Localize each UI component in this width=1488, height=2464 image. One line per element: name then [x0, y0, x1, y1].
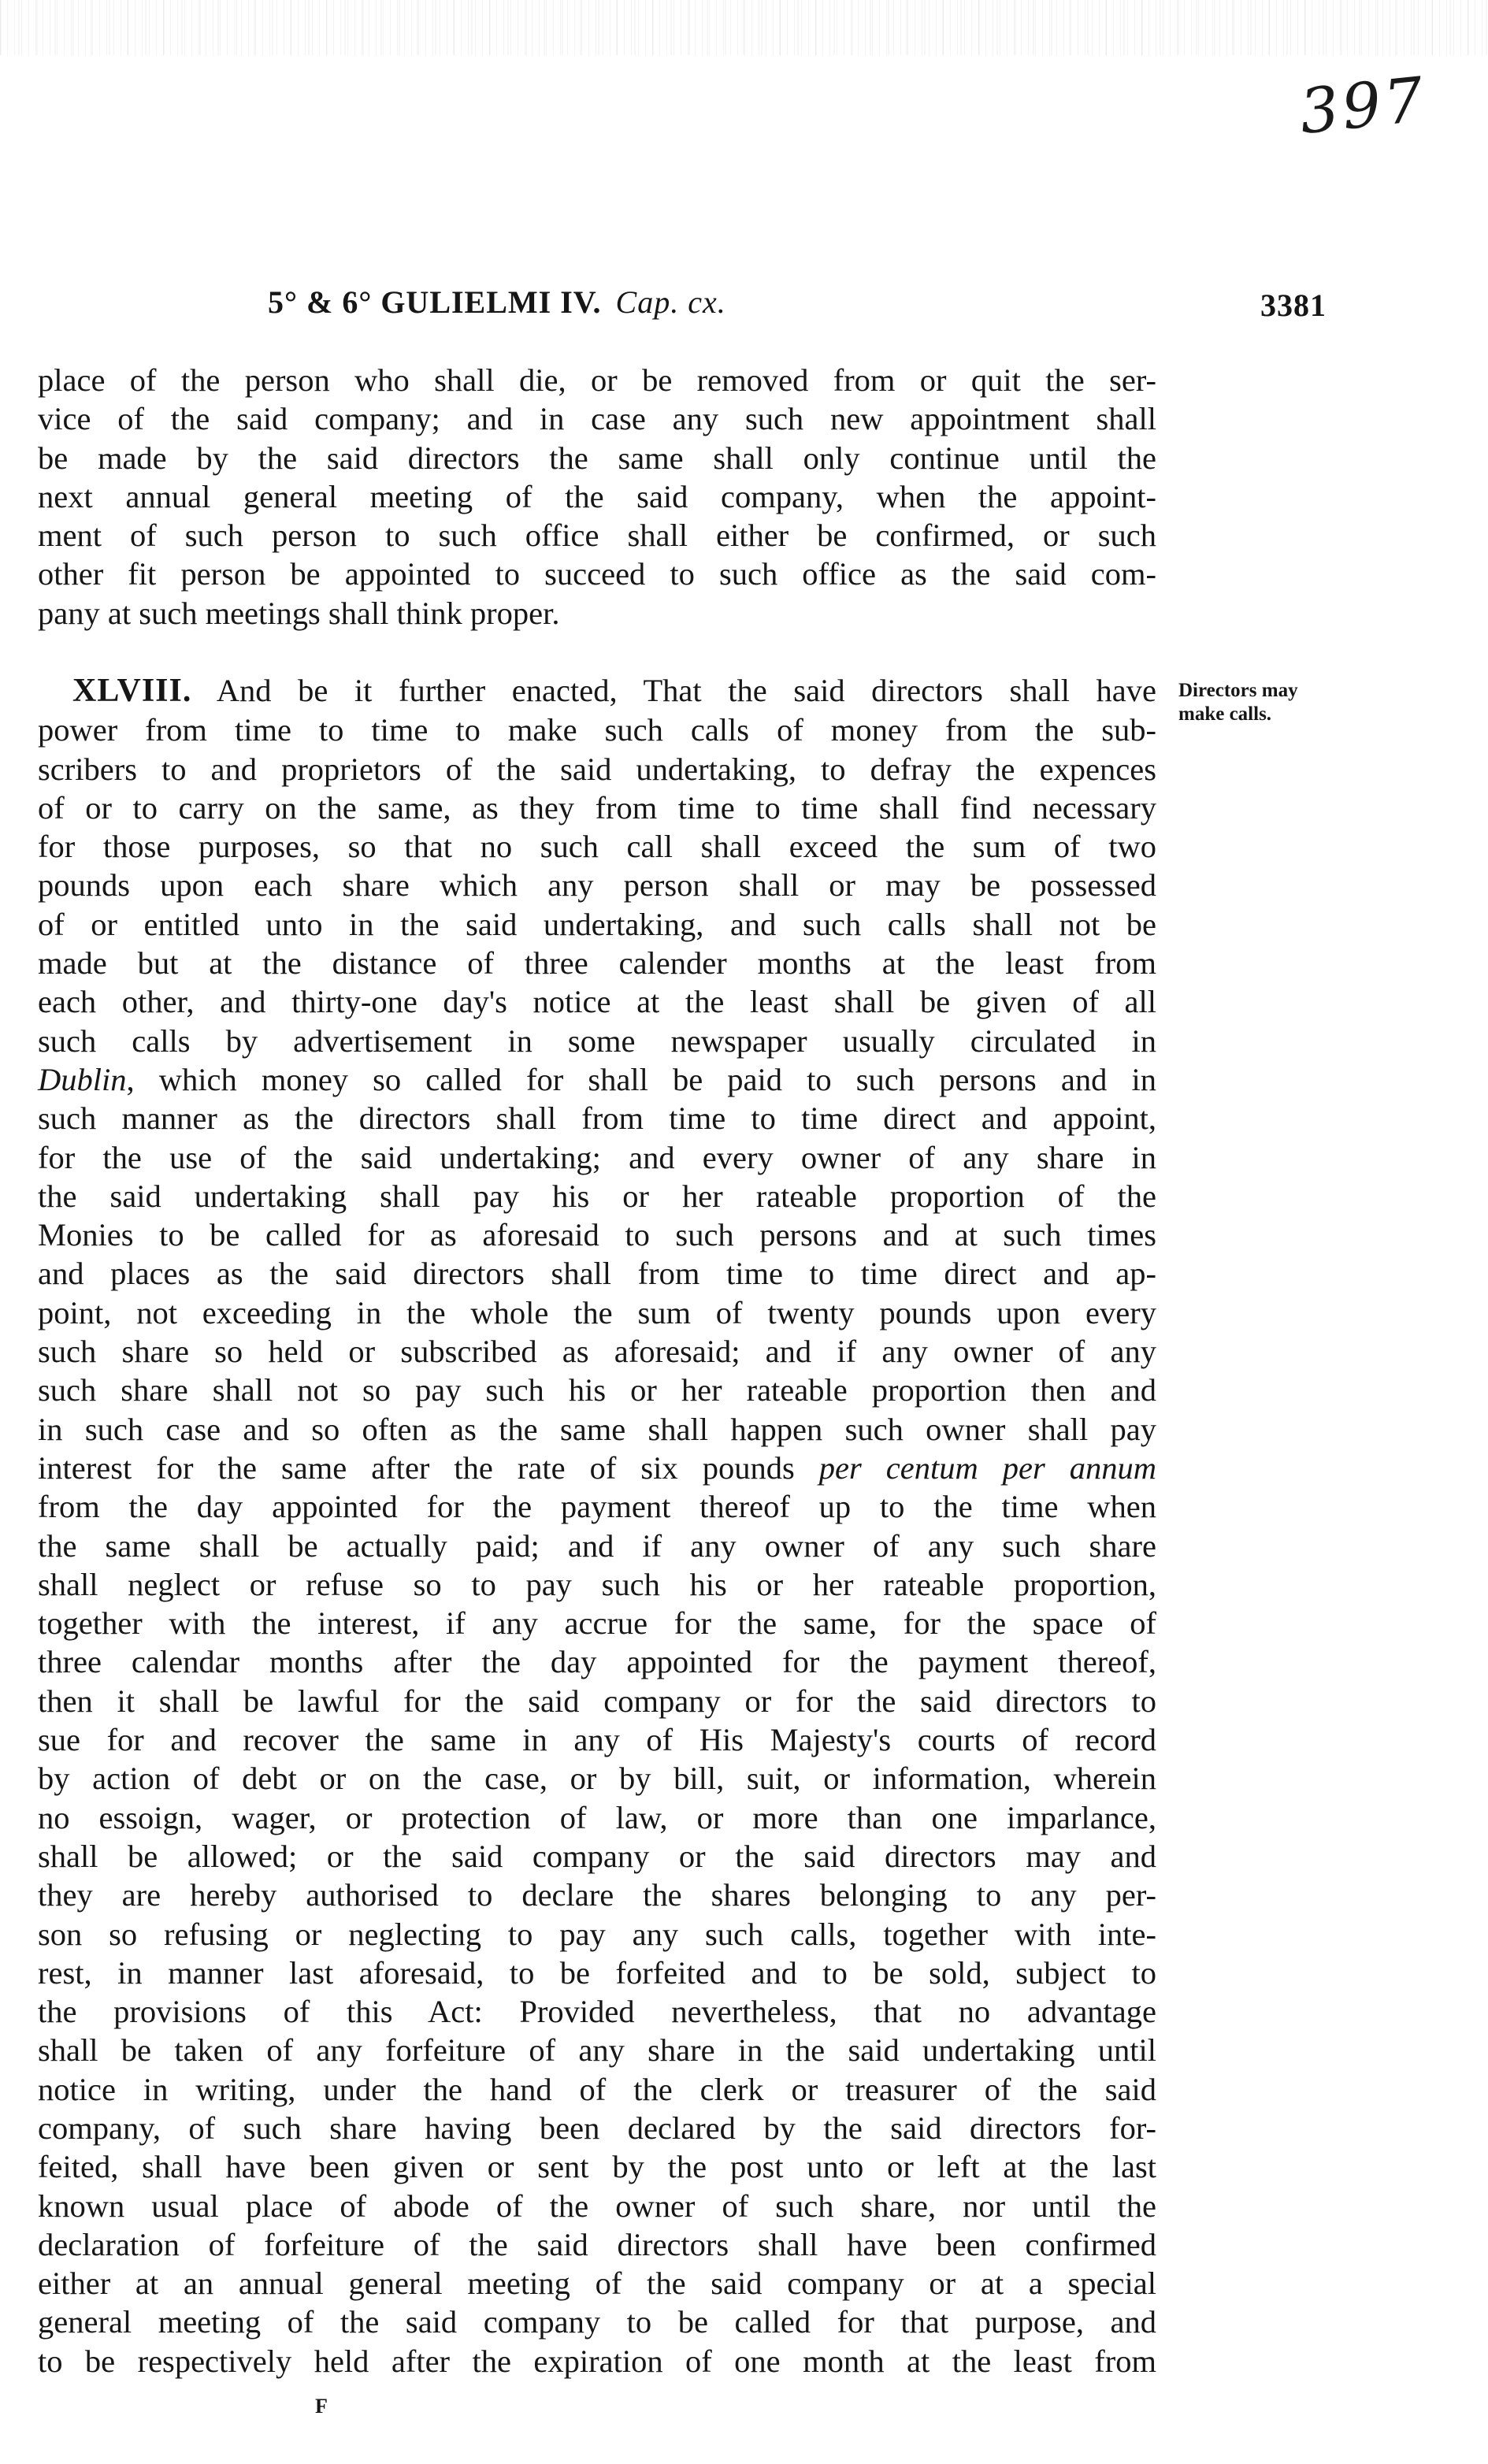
- text-line: place of the person who shall die, or be removed from or quit the ser-: [38, 362, 1156, 398]
- marginal-note: [1178, 679, 1298, 726]
- marginal-note-line: make calls.: [1178, 703, 1272, 725]
- text-line: notice in writing, under the hand of the clerk or treasurer of the said: [38, 2071, 1156, 2107]
- text-line: from the day appointed for the payment thereof up to the time when: [38, 1489, 1156, 1525]
- text-line: general meeting of the said company to be called for that purpose, and: [38, 2304, 1156, 2340]
- running-head: [268, 284, 726, 321]
- text-line: rest, in manner last aforesaid, to be forfeited and to be sold, subject to: [38, 1954, 1156, 1991]
- handwritten-folio-number: 397: [1296, 64, 1430, 149]
- text-line: next annual general meeting of the said company, when the appoint-: [38, 478, 1156, 514]
- text-line: the provisions of this Act: Provided nevertheless, that no advantage: [38, 1994, 1156, 2030]
- text-line: no essoign, wager, or protection of law, or more than one imparlance,: [38, 1799, 1156, 1835]
- paragraph-continuation: [38, 361, 1156, 633]
- text-line: for those purposes, so that no such call shall exceed the sum of two: [38, 829, 1156, 865]
- text-line: then it shall be lawful for the said company or for the said directors to: [38, 1683, 1156, 1719]
- text-line: shall be allowed; or the said company or the said directors may and: [38, 1838, 1156, 1874]
- section-first-line-text: And be it further enacted, That the said directors shall have: [216, 673, 1156, 708]
- page-number: 3381: [1260, 288, 1327, 323]
- section-first-line: [38, 671, 1156, 711]
- text-line: by action of debt or on the case, or by bill, suit, or information, wherein: [38, 1761, 1156, 1797]
- text-line: they are hereby authorised to declare the shares belonging to any per-: [38, 1877, 1156, 1913]
- text-line: point, not exceeding in the whole the sum of twenty pounds upon every: [38, 1294, 1156, 1330]
- text-line: feited, shall have been given or sent by the post unto or left at the last: [38, 2149, 1156, 2185]
- text-line: declaration of forfeiture of the said directors shall have been confirmed: [38, 2226, 1156, 2262]
- text-line: known usual place of abode of the owner of such share, nor until the: [38, 2188, 1156, 2224]
- text-line: interest for the same after the rate of six pounds per centum per annum: [38, 1449, 1156, 1486]
- text-line: sue for and recover the same in any of His Majesty's courts of record: [38, 1722, 1156, 1758]
- signature-mark: F: [315, 2395, 328, 2418]
- italic-phrase: per centum per annum: [818, 1449, 1156, 1486]
- text-line: scribers to and proprietors of the said undertaking, to defray the expences: [38, 751, 1156, 787]
- text-line: together with the interest, if any accrue for the same, for the space of: [38, 1605, 1156, 1642]
- text-line: three calendar months after the day appointed for the payment thereof,: [38, 1644, 1156, 1680]
- text-line: Monies to be called for as aforesaid to such persons and at such times: [38, 1217, 1156, 1253]
- text-line: Dublin, which money so called for shall be paid to such persons and in: [38, 1061, 1156, 1097]
- italic-phrase: Dublin: [38, 1061, 127, 1097]
- marginal-note-line: Directors may: [1178, 680, 1298, 701]
- text-line: each other, and thirty-one day's notice at the least shall be given of all: [38, 984, 1156, 1020]
- text-line: such share so held or subscribed as aforesaid; and if any owner of any: [38, 1334, 1156, 1370]
- text-line: the said undertaking shall pay his or her rateable proportion of the: [38, 1178, 1156, 1214]
- text-line: for the use of the said undertaking; and every owner of any share in: [38, 1139, 1156, 1175]
- text-line: other fit person be appointed to succeed to such office as the said com-: [38, 556, 1156, 592]
- text-line: in such case and so often as the same shall happen such owner shall pay: [38, 1411, 1156, 1447]
- text-line: such manner as the directors shall from time to time direct and appoint,: [38, 1100, 1156, 1137]
- text-line: shall be taken of any forfeiture of any share in the said undertaking until: [38, 2032, 1156, 2069]
- text-line: and places as the said directors shall from time to time direct and ap-: [38, 1256, 1156, 1292]
- text-line: be made by the said directors the same shall only continue until the: [38, 440, 1156, 476]
- text-line: shall neglect or refuse so to pay such his or her rateable proportion,: [38, 1566, 1156, 1602]
- text-line: power from time to time to make such calls of money from the sub-: [38, 712, 1156, 748]
- section-xlviii: [38, 671, 1156, 2381]
- scan-edge-noise: [0, 0, 1488, 55]
- text-line: either at an annual general meeting of the said company or at a special: [38, 2265, 1156, 2302]
- text-line: pany at such meetings shall think proper.: [38, 595, 560, 631]
- running-head-chapter: Cap. cx.: [615, 284, 726, 320]
- text-line: to be respectively held after the expiration of one month at the least from: [38, 2343, 1156, 2379]
- text-line: of or entitled unto in the said undertaking, and such calls shall not be: [38, 906, 1156, 942]
- text-line: ment of such person to such office shall either be confirmed, or such: [38, 518, 1156, 554]
- section-number: XLVIII.: [72, 673, 192, 709]
- text-line: vice of the said company; and in case any such new appointment shall: [38, 401, 1156, 437]
- running-head-title: 5° & 6° GULIELMI IV.: [268, 284, 602, 320]
- text-line: company, of such share having been declared by the said directors for-: [38, 2110, 1156, 2146]
- text-line: such calls by advertisement in some newspaper usually circulated in: [38, 1022, 1156, 1059]
- text-line: son so refusing or neglecting to pay any such calls, together with inte-: [38, 1916, 1156, 1952]
- text-line: such share shall not so pay such his or her rateable proportion then and: [38, 1372, 1156, 1408]
- text-line: made but at the distance of three calender months at the least from: [38, 945, 1156, 982]
- text-line: pounds upon each share which any person shall or may be possessed: [38, 867, 1156, 904]
- text-line: of or to carry on the same, as they from time to time shall find necessary: [38, 789, 1156, 826]
- text-line: the same shall be actually paid; and if any owner of any such share: [38, 1527, 1156, 1564]
